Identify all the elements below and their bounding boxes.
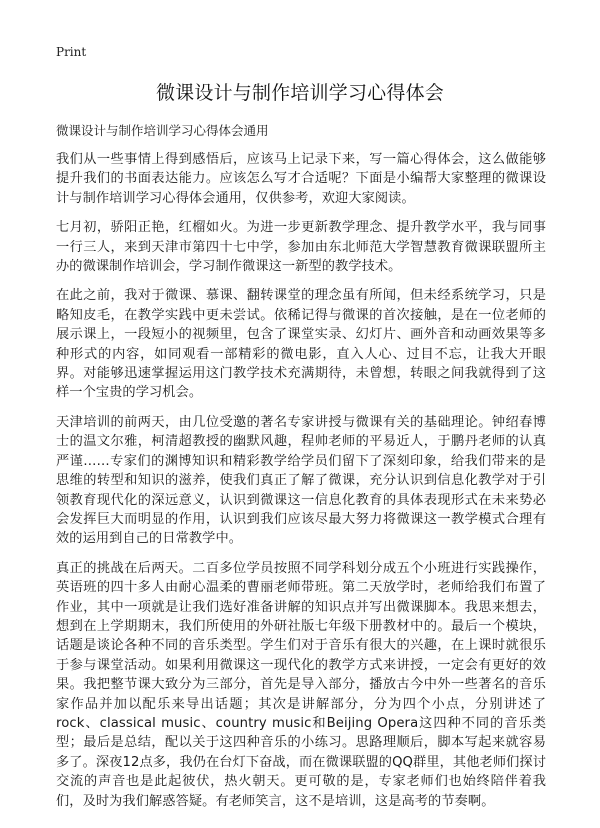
document-subtitle: 微课设计与制作培训学习心得体会通用 bbox=[56, 123, 269, 138]
page-title: 微课设计与制作培训学习心得体会 bbox=[155, 82, 444, 104]
paragraph-july-training: 七月初，骄阳正艳，红榴如火。为进一步更新教学理念、提升教学水平，我与同事一行三人，来到天津市第四十七中学，参加由东北师范大学智慧教育微课联盟所主办的微课制作培训会，学习制作微课这一新型的教学技术。 bbox=[56, 220, 546, 275]
article-body bbox=[56, 150, 546, 821]
paragraph-first-two-days: 天津培训的前两天，由几位受邀的著名专家讲授与微课有关的基础理论。钟绍春博士的温文尔雅，柯清超教授的幽默风趣，程帅老师的平易近人，于鹏丹老师的认真严谨……专家们的渊博知识和精彩教学给学员们留下了深刻印象，给我们带来的是思维的转型和知识的滋养，使我们真正了解了微课，充分认识到信息化教学对于引领教育现代化的深远意义，认识到微课这一信息化教育的具体表现形式在未来势必会发挥巨大而明显的作用，认识到我们应该尽最大努力将微课这一教学模式合理有效的运用到自己的日常教学中。 bbox=[56, 414, 546, 547]
paragraph-last-two-days: 真正的挑战在后两天。二百多位学员按照不同学科划分成五个小班进行实践操作，英语班的四十多人由耐心温柔的曹丽老师带班。第二天放学时，老师给我们布置了作业，其中一项就是让我们选好准备讲解的知识点并写出微课脚本。我思来想去，想到在上学期期末，我们所使用的外研社版七年级下册教材中的。最后一个模块，话题是谈论各种不同的音乐类型。学生们对于音乐有很大的兴趣，在上课时就很乐于参与课堂活动。如果利用微课这一现代化的教学方式来讲授，一定会有更好的效果。我把整节课大致分为三部分，首先是导入部分，播放古今中外一些著名的音乐家作品并加以配乐来导出话题；其次是讲解部分，分为四个小点，分别讲述了rock、classical music、country music和Beijing Opera这四种不同的音乐类型；最后是总结，配以关于这四种音乐的小练习。思路理顺后，脚本写起来就容易多了。深夜12点多，我仍在台灯下奋战，而在微课联盟的QQ群里，其他老师们探讨交流的声音也是此起彼伏，热火朝天。更可敬的是，专家老师们也始终陪伴着我们，及时为我们解惑答疑。有老师笑言，这不是培训，这是高考的节奏啊。 bbox=[56, 560, 546, 809]
print-link[interactable]: Print bbox=[56, 45, 87, 59]
paragraph-before-training: 在此之前，我对于微课、慕课、翻转课堂的理念虽有所闻，但未经系统学习，只是略知皮毛，在教学实践中更未尝试。依稀记得与微课的首次接触，是在一位老师的展示课上，一段短小的视频里，包含了课堂实录、幻灯片、画外音和动画效果等多种形式的内容，如同观看一部精彩的微电影，直入人心、过目不忘，让我大开眼界。对能够迅速掌握运用这门教学技术充满期待，未曾想，转眼之间我就得到了这样一个宝贵的学习机会。 bbox=[56, 288, 546, 401]
paragraph-intro: 我们从一些事情上得到感悟后，应该马上记录下来，写一篇心得体会，这么做能够提升我们的书面表达能力。应该怎么写才合适呢？下面是小编帮大家整理的微课设计与制作培训学习心得体会通用，仅供参考，欢迎大家阅读。 bbox=[56, 152, 546, 206]
